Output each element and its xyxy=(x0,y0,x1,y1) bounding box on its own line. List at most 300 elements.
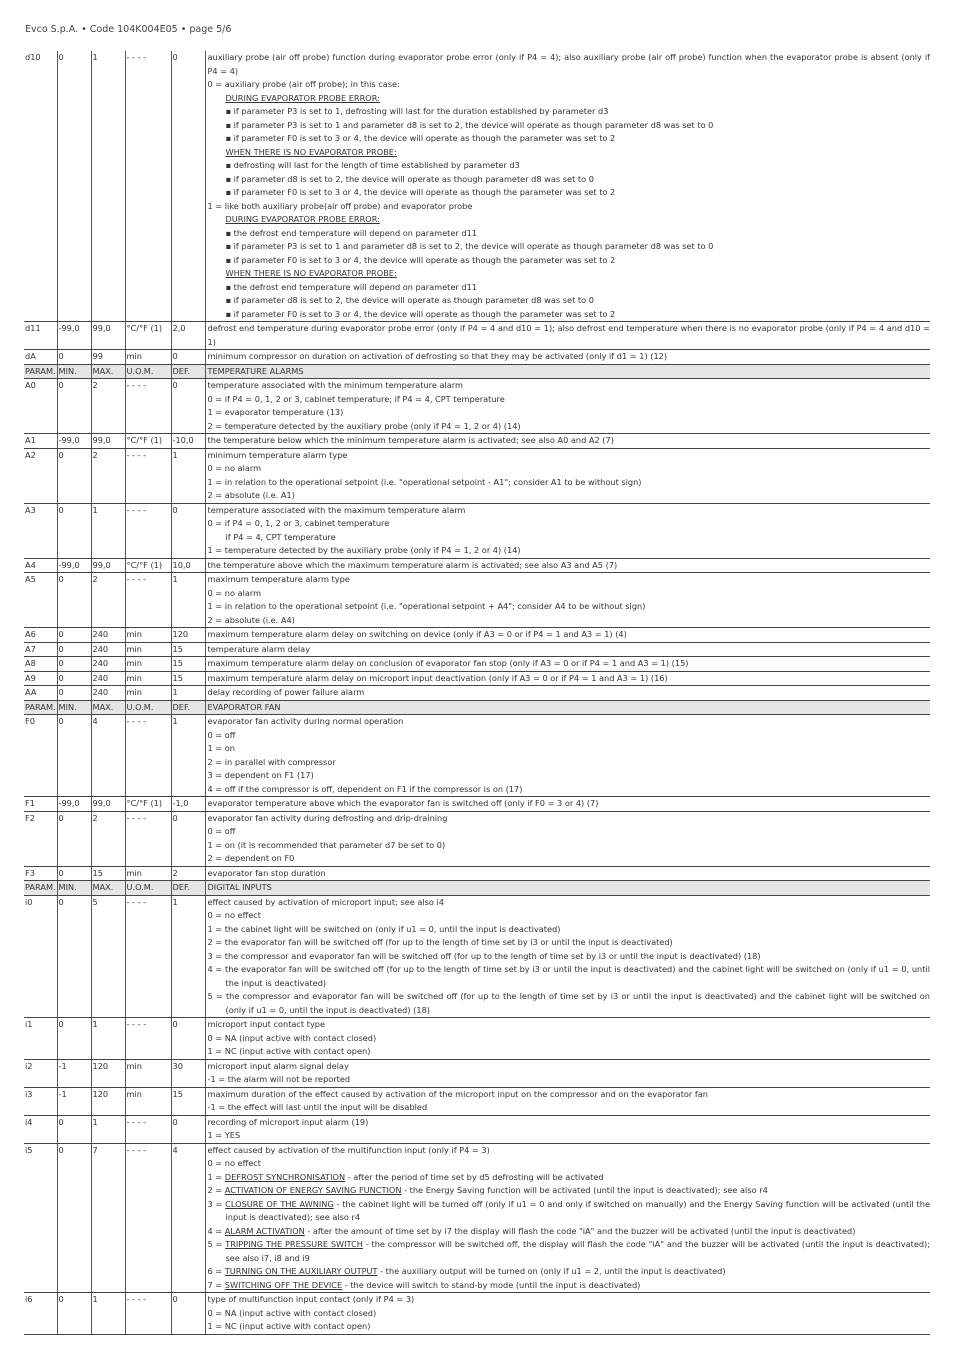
column-header: MIN. xyxy=(57,881,91,896)
max-value: 120 xyxy=(91,1087,125,1115)
description-line: 1 = the cabinet light will be switched on (only if u1 = 0, until the input is deactivated) xyxy=(207,923,561,934)
default-value: 1 xyxy=(171,448,205,503)
default-value: 15 xyxy=(171,657,205,672)
unit: min xyxy=(125,642,171,657)
section-title: TEMPERATURE ALARMS xyxy=(205,364,930,379)
unit: - - - - xyxy=(125,811,171,866)
param-row-d11 xyxy=(24,322,930,350)
description-line: 5 = the compressor and evaporator fan will be switched off (for up to the length of time set by i3 or until the input is deactivated) and the cabinet light will be switched on (only if u1 = 0, until the input is deactivated) (18) xyxy=(207,991,930,1015)
option-line xyxy=(208,1265,931,1279)
description-line: recording of microport input alarm (19) xyxy=(207,1116,369,1127)
description-line: temperature alarm delay xyxy=(207,643,311,654)
param-code: i3 xyxy=(24,1087,57,1115)
min-value: -1 xyxy=(57,1059,91,1087)
param-row-d10 xyxy=(24,51,930,322)
option-text: - the auxiliary output will be turned on (only if u1 = 2, until the input is deactivated) xyxy=(377,1266,726,1276)
min-value: 0 xyxy=(57,573,91,628)
unit: - - - - xyxy=(125,715,171,797)
param-code: i6 xyxy=(24,1293,57,1335)
column-header: MAX. xyxy=(91,364,125,379)
description-line: 0 = off xyxy=(207,729,236,740)
section-header-digital xyxy=(24,881,930,896)
description-line: 0 = if P4 = 0, 1, 2 or 3, cabinet temperature xyxy=(207,518,390,528)
description-line: 0 = auxiliary probe (air off probe); in this case: xyxy=(207,79,400,89)
max-value: 2 xyxy=(91,811,125,866)
param-row-A4 xyxy=(24,558,930,573)
param-row-A7 xyxy=(24,642,930,657)
description-line: maximum temperature alarm delay on microport input deactivation (only if A3 = 0 or if P4 = 1 and A3 = 1) (16) xyxy=(207,672,668,683)
unit: - - - - xyxy=(125,1018,171,1060)
option-name: TRIPPING THE PRESSURE SWITCH xyxy=(225,1239,363,1249)
description-line: 0 = NA (input active with contact closed) xyxy=(207,1032,377,1043)
default-value: 2 xyxy=(171,866,205,881)
description-line: ▪ if parameter P3 is set to 1 and parameter d8 is set to 2, the device will operate as though parameter d8 was set to 0 xyxy=(225,241,714,251)
description-line: 1 = NC (input active with contact open) xyxy=(207,1321,371,1331)
unit: - - - - xyxy=(125,895,171,1018)
unit: min xyxy=(125,628,171,643)
default-value: 120 xyxy=(171,628,205,643)
unit: °C/°F (1) xyxy=(125,558,171,573)
param-row-F2 xyxy=(24,811,930,866)
description-line xyxy=(208,213,931,227)
description-line: effect caused by activation of microport input; see also i4 xyxy=(207,896,444,907)
description-line: maximum temperature alarm type xyxy=(207,574,350,584)
description-line: 2 = temperature detected by the auxiliary probe (only if P4 = 1, 2 or 4) (14) xyxy=(207,420,521,431)
min-value: -99,0 xyxy=(57,434,91,449)
param-description xyxy=(205,503,930,558)
default-value: -10,0 xyxy=(171,434,205,449)
max-value: 2 xyxy=(91,379,125,434)
section-header-temperature xyxy=(24,364,930,379)
param-row-i0 xyxy=(24,895,930,1018)
option-line xyxy=(208,1225,931,1239)
column-header: U.O.M. xyxy=(125,881,171,896)
description-line: temperature associated with the maximum temperature alarm xyxy=(207,504,466,515)
section-title: EVAPORATOR FAN xyxy=(205,700,930,715)
min-value: 0 xyxy=(57,657,91,672)
param-code: A2 xyxy=(24,448,57,503)
description-line xyxy=(208,92,931,106)
column-header: MAX. xyxy=(91,700,125,715)
param-code: A6 xyxy=(24,628,57,643)
param-row-A3 xyxy=(24,503,930,558)
default-value: 4 xyxy=(171,1143,205,1293)
param-description xyxy=(205,686,930,701)
subheading: DURING EVAPORATOR PROBE ERROR: xyxy=(225,92,380,103)
description-line: ▪ if parameter F0 is set to 3 or 4, the device will operate as though the parameter was set to 2 xyxy=(225,133,616,143)
option-name: ALARM ACTIVATION xyxy=(224,1225,305,1236)
param-code: A7 xyxy=(24,642,57,657)
param-description xyxy=(205,573,930,628)
section-title: DIGITAL INPUTS xyxy=(205,881,930,896)
param-code: i4 xyxy=(24,1115,57,1143)
description-line: if P4 = 4, CPT temperature xyxy=(225,531,336,542)
description-line: 1 = like both auxiliary probe(air off probe) and evaporator probe xyxy=(207,200,473,211)
description-line: 4 = off if the compressor is off, dependent on F1 if the compressor is on (17) xyxy=(207,783,523,794)
option-name: TURNING ON THE AUXILIARY OUTPUT xyxy=(224,1266,378,1276)
default-value: 15 xyxy=(171,671,205,686)
min-value: 0 xyxy=(57,895,91,1018)
description-line: -1 = the effect will last until the input will be disabled xyxy=(207,1102,428,1112)
description-line: ▪ if parameter P3 is set to 1 and parameter d8 is set to 2, the device will operate as though parameter d8 was set to 0 xyxy=(225,119,714,130)
min-value: 0 xyxy=(57,671,91,686)
description-line: defrost end temperature during evaporator probe error (only if P4 = 4 and d10 = 1); also defrost end temperature when there is no evaporator probe (only if P4 = 4 and d10 = 1) xyxy=(207,323,930,347)
column-header: PARAM. xyxy=(24,364,57,379)
description-line: 2 = absolute (i.e. A4) xyxy=(207,614,295,625)
max-value: 240 xyxy=(91,671,125,686)
param-code: A0 xyxy=(24,379,57,434)
param-description xyxy=(205,895,930,1018)
column-header: MIN. xyxy=(57,364,91,379)
default-value: 1 xyxy=(171,715,205,797)
param-row-dA xyxy=(24,350,930,365)
param-description xyxy=(205,379,930,434)
description-line: minimum temperature alarm type xyxy=(207,449,348,460)
description-line: 4 = the evaporator fan will be switched off (for up to the length of time set by i3 or until the input is deactivated) and the cabinet light will be switched on (only if u1 = 0, until the input is deactivated) xyxy=(207,964,930,988)
param-code: i5 xyxy=(24,1143,57,1293)
unit: - - - - xyxy=(125,1293,171,1335)
option-value: 3 = xyxy=(207,1198,226,1209)
param-code: i1 xyxy=(24,1018,57,1060)
description-line: minimum compressor on duration on activation of defrosting so that they may be activated (only if d1 = 1) (12) xyxy=(207,351,668,361)
default-value: 15 xyxy=(171,642,205,657)
param-description xyxy=(205,715,930,797)
default-value: 0 xyxy=(171,503,205,558)
subheading: WHEN THERE IS NO EVAPORATOR PROBE: xyxy=(225,146,397,157)
unit: - - - - xyxy=(125,51,171,322)
description-line: ▪ the defrost end temperature will depend on parameter d11 xyxy=(225,281,477,292)
option-name: CLOSURE OF THE AWNING xyxy=(225,1198,334,1209)
description-line: ▪ if parameter F0 is set to 3 or 4, the device will operate as though the parameter was set to 2 xyxy=(225,254,616,265)
max-value: 99,0 xyxy=(91,434,125,449)
min-value: 0 xyxy=(57,350,91,365)
default-value: 0 xyxy=(171,379,205,434)
param-code: i2 xyxy=(24,1059,57,1087)
unit: - - - - xyxy=(125,448,171,503)
param-code: A8 xyxy=(24,657,57,672)
description-line: 1 = NC (input active with contact open) xyxy=(207,1046,371,1056)
description-line: 3 = dependent on F1 (17) xyxy=(207,770,314,780)
param-code: d11 xyxy=(24,322,57,350)
param-code: F3 xyxy=(24,866,57,881)
description-line: evaporator fan stop duration xyxy=(207,867,326,878)
min-value: -99,0 xyxy=(57,558,91,573)
description-line: 0 = no effect xyxy=(207,910,262,920)
option-text: - the device will switch to stand-by mode (until the input is deactivated) xyxy=(342,1279,641,1290)
description-line: ▪ defrosting will last for the length of time established by parameter d3 xyxy=(225,160,520,170)
column-header: U.O.M. xyxy=(125,364,171,379)
description-line: microport input alarm signal delay xyxy=(207,1060,349,1071)
unit: - - - - xyxy=(125,1143,171,1293)
min-value: 0 xyxy=(57,642,91,657)
param-description xyxy=(205,1059,930,1087)
column-header: MIN. xyxy=(57,700,91,715)
param-description xyxy=(205,797,930,812)
max-value: 2 xyxy=(91,573,125,628)
min-value: 0 xyxy=(57,1115,91,1143)
param-row-A0 xyxy=(24,379,930,434)
param-code: dA xyxy=(24,350,57,365)
max-value: 4 xyxy=(91,715,125,797)
unit: °C/°F (1) xyxy=(125,434,171,449)
param-code: AA xyxy=(24,686,57,701)
param-description xyxy=(205,448,930,503)
description-line: 0 = no alarm xyxy=(207,587,262,598)
unit: min xyxy=(125,1059,171,1087)
description-line: the temperature below which the minimum temperature alarm is activated; see also A0 and A2 (7) xyxy=(207,435,614,445)
description-line: 1 = YES xyxy=(207,1130,241,1140)
unit: - - - - xyxy=(125,503,171,558)
option-text: - after the period of time set by d5 defrosting will be activated xyxy=(345,1171,604,1182)
default-value: 15 xyxy=(171,1087,205,1115)
max-value: 15 xyxy=(91,866,125,881)
unit: °C/°F (1) xyxy=(125,797,171,812)
option-text: - the compressor will be switched off, the display will flash the code "iA" and the buzzer will be activated (until the input is deactivated); see also i7, i8 and i9 xyxy=(225,1239,930,1263)
unit: min xyxy=(125,686,171,701)
description-line: type of multifunction input contact (only if P4 = 3) xyxy=(207,1294,415,1304)
param-description xyxy=(205,558,930,573)
description-line: evaporator temperature above which the evaporator fan is switched off (only if F0 = 3 or 4) (7) xyxy=(207,798,599,808)
option-line xyxy=(208,1171,931,1185)
description-line: ▪ if parameter P3 is set to 1, defrosting will last for the duration established by parameter d3 xyxy=(225,106,609,116)
unit: min xyxy=(125,671,171,686)
param-code: d10 xyxy=(24,51,57,322)
unit: min xyxy=(125,1087,171,1115)
param-row-F3 xyxy=(24,866,930,881)
column-header: DEF. xyxy=(171,364,205,379)
param-code: A5 xyxy=(24,573,57,628)
min-value: 0 xyxy=(57,1018,91,1060)
description-line: 0 = off xyxy=(207,826,236,836)
param-description xyxy=(205,671,930,686)
default-value: 0 xyxy=(171,1293,205,1335)
description-line: 0 = NA (input active with contact closed) xyxy=(207,1307,377,1318)
param-row-i5 xyxy=(24,1143,930,1293)
param-description xyxy=(205,866,930,881)
option-value: 4 = xyxy=(207,1225,225,1236)
default-value: 0 xyxy=(171,1115,205,1143)
option-name: DEFROST SYNCHRONISATION xyxy=(224,1171,346,1182)
description-line: 1 = in relation to the operational setpoint (i.e. "operational setpoint - A1"; consider A1 to be without sign) xyxy=(207,476,642,487)
max-value: 1 xyxy=(91,1293,125,1335)
description-line: 2 = dependent on F0 xyxy=(207,853,295,863)
max-value: 5 xyxy=(91,895,125,1018)
option-value: 1 = xyxy=(207,1171,225,1182)
min-value: -1 xyxy=(57,1087,91,1115)
param-row-F0 xyxy=(24,715,930,797)
description-line: 1 = evaporator temperature (13) xyxy=(207,407,344,417)
option-line xyxy=(208,1279,931,1293)
unit: - - - - xyxy=(125,379,171,434)
description-line: -1 = the alarm will not be reported xyxy=(207,1074,351,1084)
param-row-A1 xyxy=(24,434,930,449)
max-value: 7 xyxy=(91,1143,125,1293)
param-description xyxy=(205,51,930,322)
description-line: 3 = the compressor and evaporator fan will be switched off (for up to the length of time set by i3 or until the input is deactivated) (18) xyxy=(207,950,761,961)
description-line: effect caused by activation of the multifunction input (only if P4 = 3) xyxy=(207,1144,490,1155)
option-value: 5 = xyxy=(207,1239,226,1249)
max-value: 1 xyxy=(91,1018,125,1060)
option-line xyxy=(208,1198,931,1225)
default-value: 2,0 xyxy=(171,322,205,350)
min-value: 0 xyxy=(57,715,91,797)
max-value: 120 xyxy=(91,1059,125,1087)
default-value: 1 xyxy=(171,895,205,1018)
param-code: A4 xyxy=(24,558,57,573)
min-value: 0 xyxy=(57,503,91,558)
column-header: U.O.M. xyxy=(125,700,171,715)
description-line: 2 = the evaporator fan will be switched off (for up to the length of time set by i3 or until the input is deactivated) xyxy=(207,937,673,947)
max-value: 2 xyxy=(91,448,125,503)
option-name: SWITCHING OFF THE DEVICE xyxy=(224,1279,343,1290)
min-value: 0 xyxy=(57,628,91,643)
param-code: F1 xyxy=(24,797,57,812)
max-value: 1 xyxy=(91,503,125,558)
unit: min xyxy=(125,866,171,881)
description-line: ▪ if parameter d8 is set to 2, the device will operate as though parameter d8 was set to 0 xyxy=(225,295,594,305)
description-line: 1 = on xyxy=(207,743,235,753)
param-row-i6 xyxy=(24,1293,930,1335)
unit: - - - - xyxy=(125,1115,171,1143)
max-value: 99 xyxy=(91,350,125,365)
param-row-A5 xyxy=(24,573,930,628)
param-code: i0 xyxy=(24,895,57,1018)
min-value: 0 xyxy=(57,448,91,503)
description-line: ▪ the defrost end temperature will depend on parameter d11 xyxy=(225,227,477,238)
param-description xyxy=(205,1293,930,1335)
column-header: PARAM. xyxy=(24,881,57,896)
description-line: maximum temperature alarm delay on switching on device (only if A3 = 0 or if P4 = 1 and A3 = 1) (4) xyxy=(207,629,627,639)
param-description xyxy=(205,1143,930,1293)
param-row-A8 xyxy=(24,657,930,672)
description-line: 0 = if P4 = 0, 1, 2 or 3, cabinet temperature; if P4 = 4, CPT temperature xyxy=(207,393,505,404)
max-value: 240 xyxy=(91,628,125,643)
default-value: 10,0 xyxy=(171,558,205,573)
description-line: ▪ if parameter F0 is set to 3 or 4, the device will operate as though the parameter was set to 2 xyxy=(225,308,616,319)
description-line: 0 = no effect xyxy=(207,1158,262,1168)
param-row-i3 xyxy=(24,1087,930,1115)
param-row-AA xyxy=(24,686,930,701)
column-header: DEF. xyxy=(171,700,205,715)
unit: min xyxy=(125,657,171,672)
description-line xyxy=(208,267,931,281)
param-row-i4 xyxy=(24,1115,930,1143)
param-row-F1 xyxy=(24,797,930,812)
param-code: A1 xyxy=(24,434,57,449)
max-value: 240 xyxy=(91,686,125,701)
subheading: DURING EVAPORATOR PROBE ERROR: xyxy=(225,214,380,224)
min-value: 0 xyxy=(57,1293,91,1335)
default-value: 0 xyxy=(171,51,205,322)
description-line: temperature associated with the minimum temperature alarm xyxy=(207,380,464,390)
description-line xyxy=(208,146,931,160)
min-value: -99,0 xyxy=(57,322,91,350)
param-row-A2 xyxy=(24,448,930,503)
description-line: maximum duration of the effect caused by activation of the microport input on the compressor and on the evaporator fan xyxy=(207,1088,708,1099)
min-value: 0 xyxy=(57,686,91,701)
description-line: 1 = in relation to the operational setpoint (i.e. "operational setpoint + A4"; consider A4 to be without sign) xyxy=(207,601,646,611)
max-value: 1 xyxy=(91,1115,125,1143)
param-row-A6 xyxy=(24,628,930,643)
option-line xyxy=(208,1184,931,1198)
unit: - - - - xyxy=(125,573,171,628)
param-code: A9 xyxy=(24,671,57,686)
description-line: ▪ if parameter F0 is set to 3 or 4, the device will operate as though the parameter was set to 2 xyxy=(225,187,616,197)
param-row-i2 xyxy=(24,1059,930,1087)
param-description xyxy=(205,350,930,365)
max-value: 99,0 xyxy=(91,322,125,350)
option-name: ACTIVATION OF ENERGY SAVING FUNCTION xyxy=(224,1185,402,1195)
description-line: ▪ if parameter d8 is set to 2, the device will operate as though parameter d8 was set to 0 xyxy=(225,173,594,184)
section-header-fan xyxy=(24,700,930,715)
min-value: 0 xyxy=(57,811,91,866)
description-line: delay recording of power failure alarm xyxy=(207,687,365,697)
parameters-table xyxy=(24,51,930,1335)
option-value: 2 = xyxy=(207,1185,225,1195)
description-line: 0 = no alarm xyxy=(207,463,262,473)
column-header: MAX. xyxy=(91,881,125,896)
description-line: microport input contact type xyxy=(207,1019,326,1029)
option-line xyxy=(208,1238,931,1265)
min-value: -99,0 xyxy=(57,797,91,812)
option-value: 7 = xyxy=(207,1279,225,1290)
param-description xyxy=(205,657,930,672)
param-description xyxy=(205,1115,930,1143)
max-value: 99,0 xyxy=(91,797,125,812)
min-value: 0 xyxy=(57,51,91,322)
param-description xyxy=(205,811,930,866)
param-description xyxy=(205,434,930,449)
max-value: 240 xyxy=(91,657,125,672)
description-line: the temperature above which the maximum temperature alarm is activated; see also A3 and A5 (7) xyxy=(207,559,618,570)
description-line: maximum temperature alarm delay on conclusion of evaporator fan stop (only if A3 = 0 or if P4 = 1 and A3 = 1) (15) xyxy=(207,658,689,668)
default-value: -1,0 xyxy=(171,797,205,812)
min-value: 0 xyxy=(57,866,91,881)
max-value: 1 xyxy=(91,51,125,322)
page-header: Evco S.p.A. • Code 104K004E05 • page 5/6 xyxy=(25,24,232,35)
description-line: evaporator fan activity during normal operation xyxy=(207,716,404,726)
column-header: PARAM. xyxy=(24,700,57,715)
default-value: 30 xyxy=(171,1059,205,1087)
max-value: 99,0 xyxy=(91,558,125,573)
description-line: evaporator fan activity during defrosting and drip-draining xyxy=(207,812,448,823)
unit: °C/°F (1) xyxy=(125,322,171,350)
description-line: auxiliary probe (air off probe) function during evaporator probe error (only if P4 = 4); also auxiliary probe (air off probe) function when the evaporator probe is absent (only if P4 = 4) xyxy=(207,52,930,76)
param-description xyxy=(205,642,930,657)
default-value: 1 xyxy=(171,686,205,701)
param-row-A9 xyxy=(24,671,930,686)
param-description xyxy=(205,1018,930,1060)
option-text: - the cabinet light will be turned off (only if u1 = 0 and only if switched on manually) and the Energy Saving function will be activated (until the input is deactivated); see also r4 xyxy=(225,1198,930,1222)
min-value: 0 xyxy=(57,1143,91,1293)
default-value: 0 xyxy=(171,811,205,866)
description-line: 1 = on (it is recommended that parameter d7 be set to 0) xyxy=(207,839,446,850)
default-value: 0 xyxy=(171,1018,205,1060)
description-line: 1 = temperature detected by the auxiliary probe (only if P4 = 1, 2 or 4) (14) xyxy=(207,545,521,555)
default-value: 1 xyxy=(171,573,205,628)
param-code: A3 xyxy=(24,503,57,558)
unit: min xyxy=(125,350,171,365)
option-value: 6 = xyxy=(207,1266,225,1276)
param-description xyxy=(205,322,930,350)
param-code: F2 xyxy=(24,811,57,866)
param-code: F0 xyxy=(24,715,57,797)
option-text: - after the amount of time set by i7 the display will flash the code "iA" and the buzzer will be activated (until the input is deactivated) xyxy=(304,1225,856,1236)
min-value: 0 xyxy=(57,379,91,434)
param-description xyxy=(205,1087,930,1115)
max-value: 240 xyxy=(91,642,125,657)
param-row-i1 xyxy=(24,1018,930,1060)
